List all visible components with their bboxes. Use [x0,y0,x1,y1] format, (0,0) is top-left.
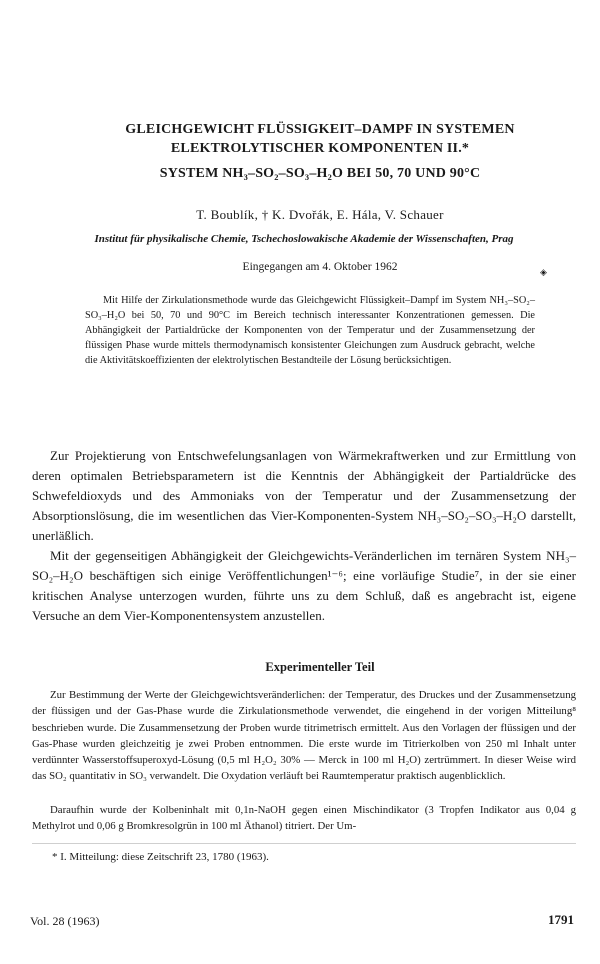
marker-glyph: ◈ [540,267,547,277]
experimental-paragraph-1: Zur Bestimmung der Werte der Gleichgewichtsveränderlichen: der Temperatur, des Druckes und der Zusammensetzung der flüssigen und der Gas-Phase wurde die Zirkulationsmethode verwendet, die eingehend in der vorigen Mitteilung⁸ beschrieben wurde. Die Zusammensetzung der Proben wurde titrimetrisch ermittelt. Aus den Vorlagen der flüssigen und der Gas-Phase wurden gleichzeitig je zwei Proben entnommen. Die erste wurde im Titrierkolben von 250 ml Inhalt unter verdünnter Wasserstoffsuperoxyd-Lösung (0,5 ml H₂O₂ 30% — Merck in 100 ml H₂O) zertrümmert. In dieser Weise wird das SO₂ quantitativ in SO₃ verwandelt. Die Oxydation verläuft bei Raumtemperatur praktisch augenblicklich. [32,689,576,783]
article-title-line-2: ELEKTROLYTISCHER KOMPONENTEN II.* [170,141,470,156]
article-subtitle: SYSTEM NH₃–SO₂–SO₃–H₂O BEI 50, 70 UND 90°C [159,166,481,181]
footnote: * I. Mitteilung: diese Zeitschrift 23, 1780 (1963). [52,851,269,863]
institute-affiliation: Institut für physikalische Chemie, Tschechoslowakische Akademie der Wissenschaften, Prag [94,233,514,245]
section-heading: Experimenteller Teil [265,660,375,674]
volume-info: Vol. 28 (1963) [30,914,100,928]
intro-paragraph-1: Zur Projektierung von Entschwefelungsanlagen von Wärmekraftwerken und zur Ermittlung von deren optimalen Betriebsparametern ist die Kenntnis der Abhängigkeit der Partialdrücke des Schwefeldioxyds und des Ammoniaks von der Temperatur und der Zusammensetzung der Absorptionslösung, die im wesentlichen das Vier-Komponenten-System NH₃–SO₂–SO₃–H₂O darstellt, unerläßlich. [32,448,576,543]
page-number: 1791 [548,912,574,927]
abstract: Mit Hilfe der Zirkulationsmethode wurde das Gleichgewicht Flüssigkeit–Dampf im System NH₃–SO₂–SO₃–H₂O bei 50, 70 und 90°C im Bereich technisch interessanter Konzentrationen gemessen. Die Abhängigkeit der Partialdrücke der Komponenten von der Temperatur und der Zusammensetzung der flüssigen Phase wurde mittels thermodynamisch konsistenter Gleichungen zum Ausdruck gebracht, welche die Aktivitätskoeffizienten der elektrolytischen Bestandteile der Lösung berücksichtigen. [85,295,535,366]
footnote-divider [32,843,576,844]
received-date [60,261,580,277]
received-text: Eingegangen am 4. Oktober 1962 [242,261,398,273]
experimental-paragraph-2: Daraufhin wurde der Kolbeninhalt mit 0,1n-NaOH gegen einen Mischindikator (3 Tropfen Indikator aus 0,04 g Methylrot und 0,06 g Bromkresolgrün in 100 ml Äthanol) titriert. Der Um- [32,804,576,833]
article-title-line-1: GLEICHGEWICHT FLÜSSIGKEIT–DAMPF IN SYSTEMEN [125,122,515,137]
intro-paragraph-2: Mit der gegenseitigen Abhängigkeit der Gleichgewichts-Veränderlichen im ternären System NH₃–SO₂–H₂O beschäftigen sich einige Veröffentlichungen¹⁻⁶; eine vorläufige Studie⁷, in der sie einer kritischen Analyse unterzogen wurden, führte uns zu dem Schluß, daß es angebracht ist, eigene Versuche an dem Vier-Komponentensystem anzustellen. [32,548,576,623]
authors: T. Boublík, † K. Dvořák, E. Hála, V. Schauer [196,207,444,222]
